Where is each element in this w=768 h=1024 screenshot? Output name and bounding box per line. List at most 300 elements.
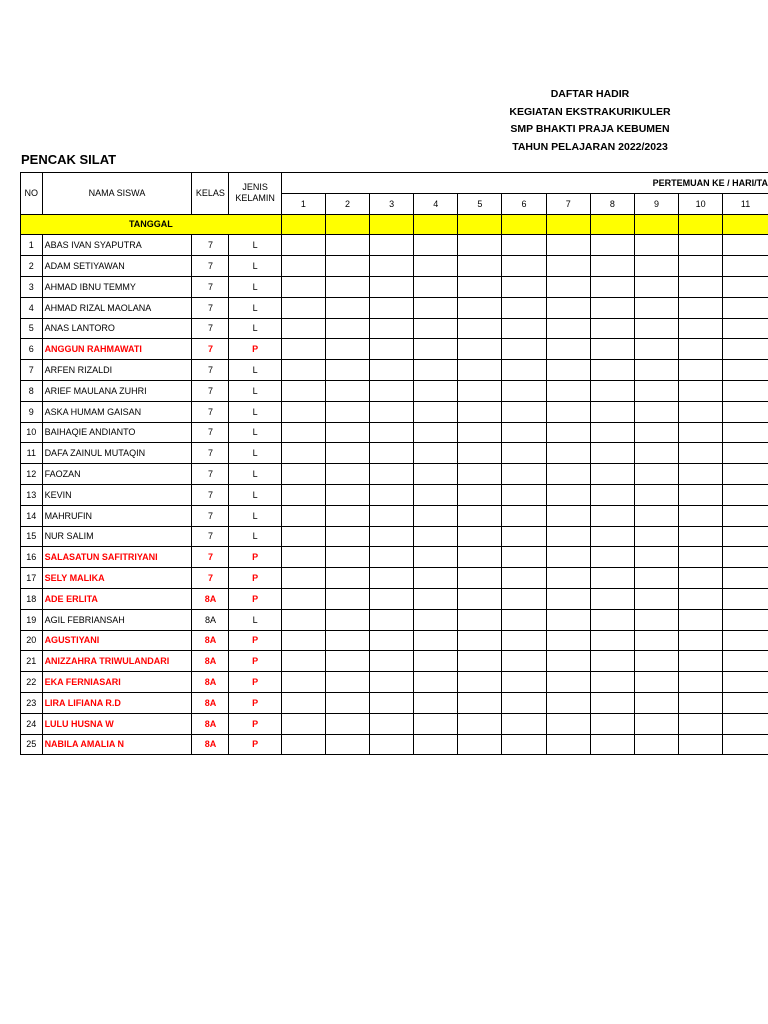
attendance-cell[interactable] — [679, 401, 723, 422]
attendance-cell[interactable] — [414, 443, 458, 464]
attendance-cell[interactable] — [679, 443, 723, 464]
attendance-cell[interactable] — [590, 609, 634, 630]
attendance-cell[interactable] — [414, 568, 458, 589]
attendance-cell[interactable] — [502, 276, 546, 297]
attendance-cell[interactable] — [414, 651, 458, 672]
attendance-cell[interactable] — [590, 547, 634, 568]
attendance-cell[interactable] — [370, 380, 414, 401]
attendance-cell[interactable] — [414, 672, 458, 693]
attendance-cell[interactable] — [546, 401, 590, 422]
attendance-cell[interactable] — [325, 464, 369, 485]
attendance-cell[interactable] — [370, 713, 414, 734]
attendance-cell[interactable] — [590, 505, 634, 526]
attendance-cell[interactable] — [679, 276, 723, 297]
student-gender: L — [229, 484, 281, 505]
attendance-cell[interactable] — [546, 505, 590, 526]
attendance-cell[interactable] — [458, 422, 502, 443]
attendance-cell[interactable] — [546, 380, 590, 401]
attendance-cell[interactable] — [414, 734, 458, 755]
attendance-cell[interactable] — [325, 568, 369, 589]
attendance-cell[interactable] — [458, 630, 502, 651]
attendance-cell[interactable] — [325, 526, 369, 547]
attendance-cell[interactable] — [590, 318, 634, 339]
attendance-cell[interactable] — [723, 318, 768, 339]
date-cell[interactable] — [325, 214, 369, 235]
attendance-cell[interactable] — [370, 443, 414, 464]
attendance-cell[interactable] — [679, 734, 723, 755]
attendance-cell[interactable] — [502, 568, 546, 589]
date-cell[interactable] — [634, 214, 678, 235]
attendance-cell[interactable] — [370, 256, 414, 277]
attendance-cell[interactable] — [723, 297, 768, 318]
attendance-cell[interactable] — [723, 672, 768, 693]
attendance-cell[interactable] — [546, 734, 590, 755]
attendance-cell[interactable] — [325, 609, 369, 630]
attendance-cell[interactable] — [458, 297, 502, 318]
attendance-cell[interactable] — [325, 651, 369, 672]
attendance-cell[interactable] — [679, 297, 723, 318]
attendance-cell[interactable] — [679, 339, 723, 360]
attendance-cell[interactable] — [723, 713, 768, 734]
attendance-cell[interactable] — [370, 630, 414, 651]
attendance-cell[interactable] — [590, 401, 634, 422]
attendance-cell[interactable] — [679, 318, 723, 339]
attendance-cell[interactable] — [325, 339, 369, 360]
attendance-cell[interactable] — [723, 464, 768, 485]
attendance-cell[interactable] — [634, 505, 678, 526]
attendance-cell[interactable] — [458, 380, 502, 401]
attendance-cell[interactable] — [414, 380, 458, 401]
meeting-number: 6 — [502, 193, 546, 214]
attendance-cell[interactable] — [634, 484, 678, 505]
attendance-cell[interactable] — [679, 256, 723, 277]
attendance-cell[interactable] — [723, 401, 768, 422]
attendance-cell[interactable] — [502, 360, 546, 381]
attendance-cell[interactable] — [590, 692, 634, 713]
attendance-cell[interactable] — [414, 256, 458, 277]
attendance-cell[interactable] — [634, 422, 678, 443]
attendance-cell[interactable] — [546, 464, 590, 485]
attendance-cell[interactable] — [590, 422, 634, 443]
attendance-cell[interactable] — [502, 235, 546, 256]
attendance-cell[interactable] — [679, 713, 723, 734]
attendance-cell[interactable] — [546, 422, 590, 443]
attendance-cell[interactable] — [502, 297, 546, 318]
attendance-cell[interactable] — [590, 713, 634, 734]
attendance-cell[interactable] — [414, 484, 458, 505]
attendance-cell[interactable] — [590, 484, 634, 505]
attendance-cell[interactable] — [325, 630, 369, 651]
attendance-cell[interactable] — [325, 360, 369, 381]
attendance-cell[interactable] — [634, 297, 678, 318]
attendance-cell[interactable] — [414, 339, 458, 360]
attendance-cell[interactable] — [590, 734, 634, 755]
attendance-cell[interactable] — [458, 318, 502, 339]
attendance-cell[interactable] — [634, 443, 678, 464]
attendance-cell[interactable] — [325, 401, 369, 422]
attendance-cell[interactable] — [281, 339, 325, 360]
attendance-cell[interactable] — [723, 734, 768, 755]
attendance-cell[interactable] — [723, 547, 768, 568]
attendance-cell[interactable] — [590, 464, 634, 485]
attendance-cell[interactable] — [590, 380, 634, 401]
attendance-cell[interactable] — [370, 672, 414, 693]
attendance-cell[interactable] — [370, 318, 414, 339]
attendance-cell[interactable] — [325, 588, 369, 609]
attendance-cell[interactable] — [281, 276, 325, 297]
attendance-cell[interactable] — [370, 422, 414, 443]
attendance-cell[interactable] — [546, 443, 590, 464]
attendance-cell[interactable] — [679, 464, 723, 485]
student-class: 7 — [192, 276, 229, 297]
attendance-cell[interactable] — [325, 713, 369, 734]
attendance-cell[interactable] — [325, 276, 369, 297]
attendance-cell[interactable] — [414, 547, 458, 568]
attendance-cell[interactable] — [723, 276, 768, 297]
student-class: 7 — [192, 401, 229, 422]
attendance-cell[interactable] — [723, 339, 768, 360]
attendance-cell[interactable] — [679, 235, 723, 256]
attendance-cell[interactable] — [723, 630, 768, 651]
attendance-cell[interactable] — [546, 609, 590, 630]
attendance-cell[interactable] — [634, 235, 678, 256]
student-gender: P — [229, 568, 281, 589]
attendance-cell[interactable] — [281, 588, 325, 609]
attendance-cell[interactable] — [281, 318, 325, 339]
attendance-cell[interactable] — [325, 256, 369, 277]
attendance-cell[interactable] — [458, 588, 502, 609]
attendance-cell[interactable] — [634, 672, 678, 693]
attendance-cell[interactable] — [458, 609, 502, 630]
attendance-cell[interactable] — [458, 276, 502, 297]
attendance-cell[interactable] — [634, 401, 678, 422]
attendance-cell[interactable] — [634, 547, 678, 568]
attendance-cell[interactable] — [502, 422, 546, 443]
attendance-cell[interactable] — [281, 734, 325, 755]
attendance-cell[interactable] — [634, 609, 678, 630]
student-name: ADE ERLITA — [42, 588, 192, 609]
attendance-cell[interactable] — [458, 360, 502, 381]
attendance-cell[interactable] — [325, 672, 369, 693]
attendance-cell[interactable] — [679, 505, 723, 526]
attendance-cell[interactable] — [458, 547, 502, 568]
attendance-cell[interactable] — [458, 484, 502, 505]
attendance-cell[interactable] — [634, 360, 678, 381]
attendance-cell[interactable] — [546, 318, 590, 339]
attendance-cell[interactable] — [370, 651, 414, 672]
attendance-cell[interactable] — [679, 672, 723, 693]
attendance-cell[interactable] — [723, 588, 768, 609]
attendance-cell[interactable] — [281, 401, 325, 422]
attendance-cell[interactable] — [325, 443, 369, 464]
date-cell[interactable] — [458, 214, 502, 235]
attendance-cell[interactable] — [723, 360, 768, 381]
attendance-cell[interactable] — [546, 276, 590, 297]
attendance-cell[interactable] — [370, 547, 414, 568]
attendance-cell[interactable] — [502, 651, 546, 672]
attendance-cell[interactable] — [414, 630, 458, 651]
attendance-cell[interactable] — [634, 339, 678, 360]
attendance-cell[interactable] — [723, 609, 768, 630]
attendance-cell[interactable] — [679, 692, 723, 713]
attendance-cell[interactable] — [590, 443, 634, 464]
attendance-cell[interactable] — [414, 526, 458, 547]
attendance-cell[interactable] — [325, 297, 369, 318]
attendance-cell[interactable] — [414, 401, 458, 422]
attendance-cell[interactable] — [414, 297, 458, 318]
attendance-cell[interactable] — [502, 380, 546, 401]
student-class: 7 — [192, 526, 229, 547]
date-cell[interactable] — [281, 214, 325, 235]
attendance-cell[interactable] — [502, 464, 546, 485]
attendance-cell[interactable] — [679, 484, 723, 505]
attendance-cell[interactable] — [370, 568, 414, 589]
attendance-cell[interactable] — [590, 526, 634, 547]
attendance-cell[interactable] — [370, 505, 414, 526]
attendance-cell[interactable] — [281, 256, 325, 277]
attendance-cell[interactable] — [590, 588, 634, 609]
document-header — [430, 86, 750, 156]
attendance-cell[interactable] — [458, 734, 502, 755]
attendance-cell[interactable] — [414, 692, 458, 713]
attendance-cell[interactable] — [281, 672, 325, 693]
attendance-cell[interactable] — [458, 651, 502, 672]
attendance-cell[interactable] — [502, 672, 546, 693]
attendance-cell[interactable] — [546, 651, 590, 672]
attendance-cell[interactable] — [458, 443, 502, 464]
attendance-cell[interactable] — [679, 651, 723, 672]
attendance-cell[interactable] — [502, 547, 546, 568]
attendance-cell[interactable] — [370, 609, 414, 630]
attendance-cell[interactable] — [370, 339, 414, 360]
attendance-cell[interactable] — [281, 568, 325, 589]
attendance-cell[interactable] — [502, 256, 546, 277]
attendance-cell[interactable] — [679, 526, 723, 547]
attendance-cell[interactable] — [546, 235, 590, 256]
attendance-cell[interactable] — [325, 380, 369, 401]
attendance-cell[interactable] — [679, 588, 723, 609]
date-row-label: TANGGAL — [21, 214, 282, 235]
attendance-cell[interactable] — [325, 505, 369, 526]
attendance-cell[interactable] — [679, 360, 723, 381]
attendance-cell[interactable] — [723, 256, 768, 277]
attendance-cell[interactable] — [281, 380, 325, 401]
attendance-cell[interactable] — [281, 235, 325, 256]
attendance-cell[interactable] — [546, 360, 590, 381]
attendance-cell[interactable] — [325, 235, 369, 256]
date-cell[interactable] — [414, 214, 458, 235]
attendance-cell[interactable] — [723, 505, 768, 526]
attendance-cell[interactable] — [723, 651, 768, 672]
attendance-cell[interactable] — [370, 692, 414, 713]
student-row — [21, 318, 768, 339]
attendance-cell[interactable] — [281, 443, 325, 464]
attendance-cell[interactable] — [546, 547, 590, 568]
student-row — [21, 713, 768, 734]
attendance-cell[interactable] — [325, 422, 369, 443]
attendance-cell[interactable] — [370, 276, 414, 297]
attendance-cell[interactable] — [458, 256, 502, 277]
attendance-cell[interactable] — [458, 713, 502, 734]
attendance-cell[interactable] — [590, 276, 634, 297]
student-class: 7 — [192, 256, 229, 277]
attendance-cell[interactable] — [723, 692, 768, 713]
attendance-cell[interactable] — [414, 276, 458, 297]
date-cell[interactable] — [546, 214, 590, 235]
attendance-cell[interactable] — [634, 568, 678, 589]
date-cell[interactable] — [502, 214, 546, 235]
attendance-cell[interactable] — [325, 734, 369, 755]
attendance-cell[interactable] — [546, 484, 590, 505]
attendance-cell[interactable] — [325, 484, 369, 505]
attendance-cell[interactable] — [458, 568, 502, 589]
attendance-cell[interactable] — [281, 505, 325, 526]
attendance-cell[interactable] — [502, 484, 546, 505]
attendance-cell[interactable] — [370, 360, 414, 381]
attendance-cell[interactable] — [281, 422, 325, 443]
attendance-cell[interactable] — [502, 318, 546, 339]
attendance-cell[interactable] — [414, 588, 458, 609]
attendance-cell[interactable] — [281, 692, 325, 713]
attendance-cell[interactable] — [546, 692, 590, 713]
attendance-cell[interactable] — [723, 526, 768, 547]
attendance-cell[interactable] — [458, 672, 502, 693]
attendance-cell[interactable] — [370, 464, 414, 485]
attendance-cell[interactable] — [325, 692, 369, 713]
attendance-cell[interactable] — [590, 672, 634, 693]
attendance-cell[interactable] — [458, 692, 502, 713]
attendance-cell[interactable] — [502, 734, 546, 755]
attendance-cell[interactable] — [679, 422, 723, 443]
attendance-cell[interactable] — [634, 526, 678, 547]
attendance-cell[interactable] — [414, 318, 458, 339]
attendance-cell[interactable] — [590, 297, 634, 318]
attendance-cell[interactable] — [679, 547, 723, 568]
attendance-cell[interactable] — [502, 505, 546, 526]
attendance-cell[interactable] — [546, 588, 590, 609]
attendance-cell[interactable] — [458, 464, 502, 485]
attendance-cell[interactable] — [370, 588, 414, 609]
attendance-cell[interactable] — [546, 672, 590, 693]
attendance-cell[interactable] — [414, 609, 458, 630]
attendance-cell[interactable] — [679, 630, 723, 651]
attendance-cell[interactable] — [281, 526, 325, 547]
attendance-cell[interactable] — [281, 360, 325, 381]
attendance-cell[interactable] — [546, 256, 590, 277]
attendance-cell[interactable] — [590, 651, 634, 672]
attendance-cell[interactable] — [590, 339, 634, 360]
attendance-cell[interactable] — [634, 692, 678, 713]
attendance-cell[interactable] — [414, 464, 458, 485]
attendance-cell[interactable] — [502, 443, 546, 464]
attendance-cell[interactable] — [546, 339, 590, 360]
attendance-cell[interactable] — [281, 630, 325, 651]
attendance-cell[interactable] — [590, 630, 634, 651]
attendance-cell[interactable] — [723, 484, 768, 505]
attendance-cell[interactable] — [590, 360, 634, 381]
attendance-cell[interactable] — [370, 297, 414, 318]
date-cell[interactable] — [679, 214, 723, 235]
attendance-cell[interactable] — [634, 588, 678, 609]
attendance-cell[interactable] — [281, 464, 325, 485]
attendance-cell[interactable] — [634, 464, 678, 485]
attendance-cell[interactable] — [281, 484, 325, 505]
attendance-cell[interactable] — [502, 526, 546, 547]
attendance-cell[interactable] — [281, 651, 325, 672]
attendance-cell[interactable] — [458, 401, 502, 422]
attendance-cell[interactable] — [679, 609, 723, 630]
attendance-cell[interactable] — [546, 713, 590, 734]
attendance-cell[interactable] — [634, 276, 678, 297]
attendance-cell[interactable] — [502, 588, 546, 609]
attendance-cell[interactable] — [546, 630, 590, 651]
attendance-cell[interactable] — [281, 297, 325, 318]
attendance-cell[interactable] — [546, 526, 590, 547]
attendance-cell[interactable] — [634, 651, 678, 672]
attendance-cell[interactable] — [370, 734, 414, 755]
attendance-cell[interactable] — [370, 526, 414, 547]
attendance-cell[interactable] — [414, 235, 458, 256]
attendance-cell[interactable] — [502, 339, 546, 360]
date-cell[interactable] — [370, 214, 414, 235]
attendance-cell[interactable] — [502, 630, 546, 651]
attendance-cell[interactable] — [414, 713, 458, 734]
attendance-cell[interactable] — [634, 630, 678, 651]
attendance-cell[interactable] — [370, 235, 414, 256]
attendance-cell[interactable] — [370, 401, 414, 422]
attendance-cell[interactable] — [634, 318, 678, 339]
student-class: 7 — [192, 339, 229, 360]
attendance-cell[interactable] — [281, 547, 325, 568]
attendance-cell[interactable] — [723, 568, 768, 589]
attendance-cell[interactable] — [281, 713, 325, 734]
attendance-cell[interactable] — [546, 297, 590, 318]
attendance-cell[interactable] — [325, 318, 369, 339]
attendance-cell[interactable] — [458, 526, 502, 547]
attendance-cell[interactable] — [414, 422, 458, 443]
attendance-cell[interactable] — [634, 256, 678, 277]
attendance-cell[interactable] — [590, 256, 634, 277]
header-year: TAHUN PELAJARAN 2022/2023 — [512, 140, 668, 153]
attendance-cell[interactable] — [458, 235, 502, 256]
attendance-cell[interactable] — [590, 235, 634, 256]
attendance-cell[interactable] — [458, 505, 502, 526]
attendance-cell[interactable] — [546, 568, 590, 589]
attendance-cell[interactable] — [281, 609, 325, 630]
attendance-cell[interactable] — [370, 484, 414, 505]
attendance-cell[interactable] — [634, 734, 678, 755]
attendance-cell[interactable] — [414, 505, 458, 526]
attendance-cell[interactable] — [723, 380, 768, 401]
attendance-cell[interactable] — [502, 609, 546, 630]
date-cell[interactable] — [590, 214, 634, 235]
attendance-cell[interactable] — [723, 235, 768, 256]
attendance-cell[interactable] — [634, 713, 678, 734]
attendance-cell[interactable] — [502, 401, 546, 422]
date-cell[interactable] — [723, 214, 768, 235]
attendance-cell[interactable] — [723, 443, 768, 464]
attendance-cell[interactable] — [679, 568, 723, 589]
attendance-cell[interactable] — [679, 380, 723, 401]
attendance-cell[interactable] — [502, 713, 546, 734]
attendance-cell[interactable] — [502, 692, 546, 713]
attendance-cell[interactable] — [723, 422, 768, 443]
attendance-cell[interactable] — [414, 360, 458, 381]
attendance-cell[interactable] — [325, 547, 369, 568]
attendance-cell[interactable] — [634, 380, 678, 401]
attendance-cell[interactable] — [590, 568, 634, 589]
attendance-cell[interactable] — [458, 339, 502, 360]
